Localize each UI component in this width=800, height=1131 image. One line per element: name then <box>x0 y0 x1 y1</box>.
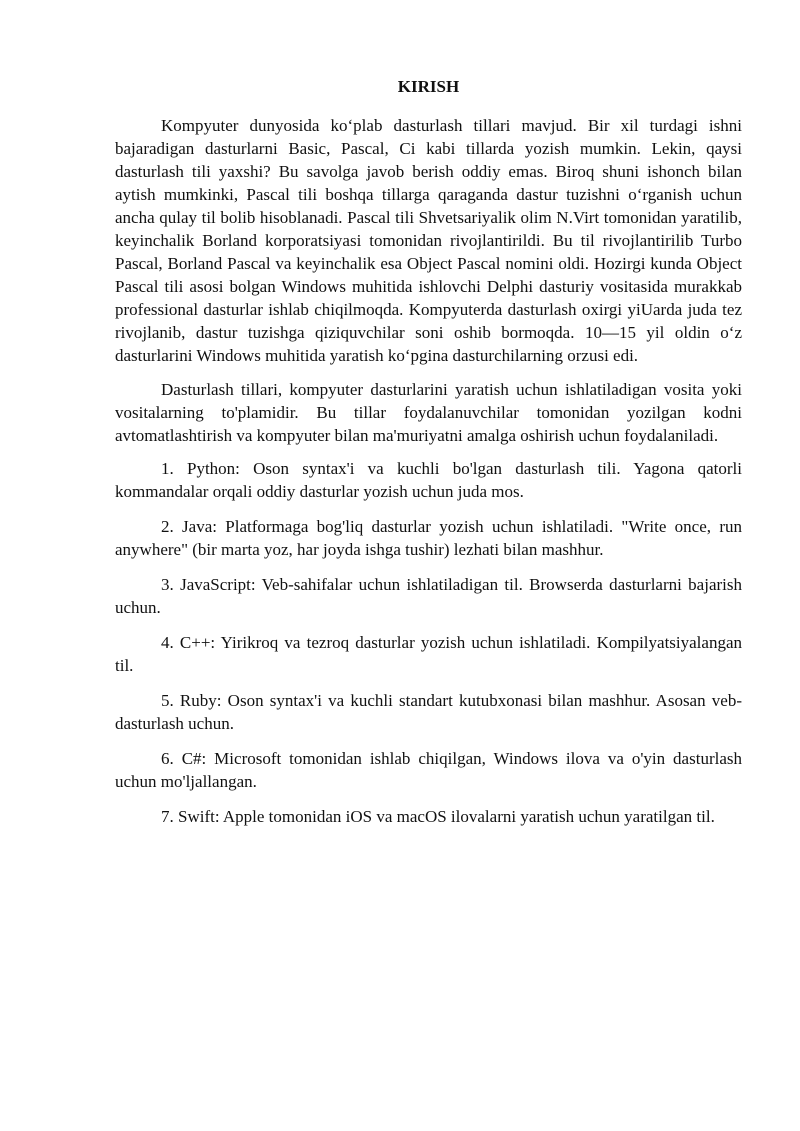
list-item-python: 1. Python: Oson syntax'i va kuchli bo'lgan dasturlash tili. Yagona qatorli kommandalar orqali oddiy dasturlar yozish uchun juda mos. <box>115 459 742 501</box>
list-item-swift: 7. Swift: Apple tomonidan iOS va macOS ilovalarni yaratish uchun yaratilgan til. <box>161 807 715 826</box>
list-item-javascript: 3. JavaScript: Veb-sahifalar uchun ishlatiladigan til. Browserda dasturlarni bajarish uchun. <box>115 575 742 617</box>
list-item-csharp: 6. C#: Microsoft tomonidan ishlab chiqilgan, Windows ilova va o'yin dasturlash uchun mo'ljallangan. <box>115 749 742 791</box>
list-item-ruby: 5. Ruby: Oson syntax'i va kuchli standart kutubxonasi bilan mashhur. Asosan veb-dasturlash uchun. <box>115 691 742 733</box>
definition-paragraph: Dasturlash tillari, kompyuter dasturlarini yaratish uchun ishlatiladigan vosita yoki vositalarning to'plamidir. Bu tillar foydalanuvchilar tomonidan yozilgan kodni avtomatlashtirish va kompyuter bilan ma'muriyatni amalga oshirish uchun foydalaniladi. <box>115 380 742 445</box>
document-page <box>115 74 742 840</box>
list-item-cpp: 4. C++: Yirikroq va tezroq dasturlar yozish uchun ishlatiladi. Kompilyatsiyalangan til. <box>115 633 742 675</box>
page-title: KIRISH <box>397 77 460 96</box>
list-item-java: 2. Java: Platformaga bog'liq dasturlar yozish uchun ishlatiladi. "Write once, run anywhere" (bir marta yoz, har joyda ishga tushir) lezhati bilan mashhur. <box>115 517 742 559</box>
intro-paragraph: Kompyuter dunyosida ko‘plab dasturlash tillari mavjud. Bir xil turdagi ishni bajaradigan dasturlarni Basic, Pascal, Ci kabi tillarda yozish mumkin. Lekin, qaysi dasturlash tili yaxshi? Bu savolga javob berish oddiy emas. Biroq shuni ishonch bilan aytish mumkinki, Pascal tili boshqa tillarga qaraganda dastur tuzishni o‘rganish uchun ancha qulay til bolib hisoblanadi. Pascal tili Shvetsariyalik olim N.Virt tomonidan yaratilib, keyinchalik Borland korporatsiyasi tomonidan rivojlantirildi. Bu til rivojlantirilib Turbo Pascal, Borland Pascal va keyinchalik esa Object Pascal nomini oldi. Hozirgi kunda Object Pascal tili asosi bolgan Windows muhitida ishlovchi Delphi dasturiy vositasida murakkab professional dasturlar ishlab chiqilmoqda. Kompyuterda dasturlash oxirgi yiUarda juda tez rivojlanib, dastur tuzishga qiziquvchilar soni oshib bormoqda. 10—15 yil oldin o‘z dasturlarini Windows muhitida yaratish ko‘pgina dasturchilarning orzusi edi. <box>115 116 742 365</box>
